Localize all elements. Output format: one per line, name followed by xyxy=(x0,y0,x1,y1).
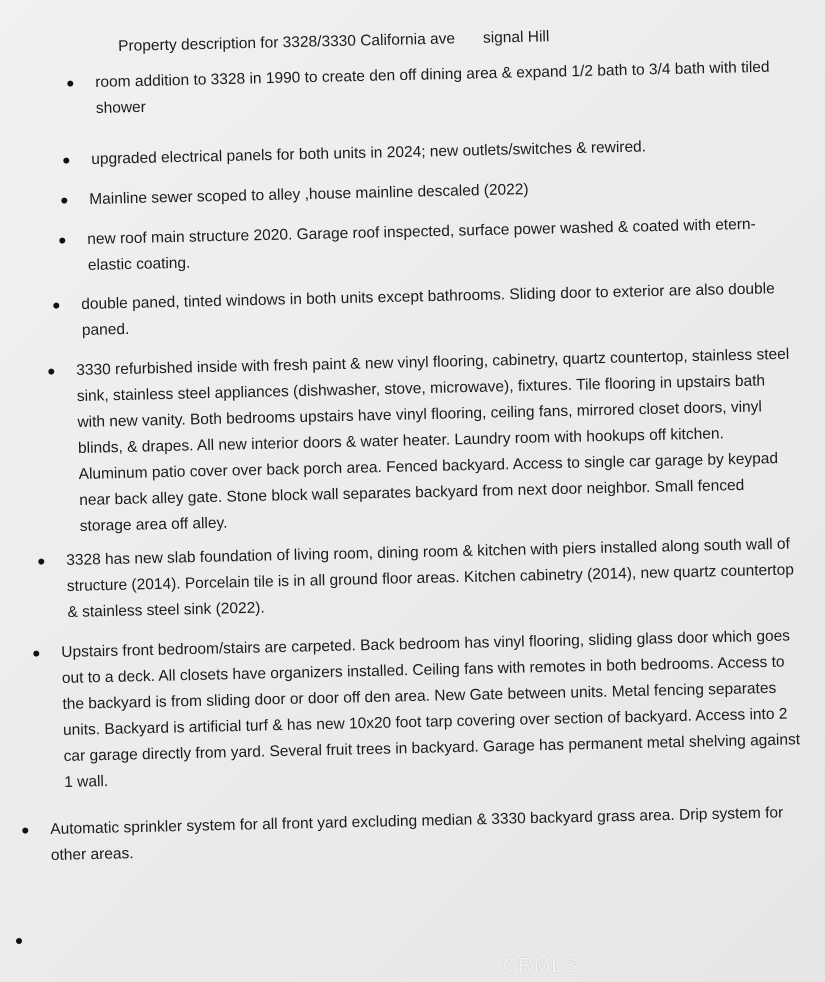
list-item-text: Automatic sprinkler system for all front yard excluding median & 3330 backyard grass area. Drip system for other areas. xyxy=(50,804,784,864)
bullet-icon xyxy=(22,827,28,833)
list-item-text: Mainline sewer scoped to alley ,house mainline descaled (2022) xyxy=(89,181,529,208)
bullet-icon xyxy=(53,302,59,308)
list-item xyxy=(89,171,789,213)
bullet-icon xyxy=(48,368,54,374)
watermark: CRMLS xyxy=(503,955,579,977)
list-item xyxy=(81,276,787,344)
list-item-text: room addition to 3328 in 1990 to create den off dining area & expand 1/2 bath to 3/4 bath with tiled shower xyxy=(95,58,770,117)
list-item-text: 3328 has new slab foundation of living room, dining room & kitchen with piers installed along south wall of structure (2014). Porcelain tile is in all ground floor areas. Kitchen cabinetry (2014), new quartz countertop & stainless steel sink (2022). xyxy=(66,535,795,621)
bullet-icon xyxy=(59,237,65,243)
list-item xyxy=(91,131,791,173)
list-item xyxy=(66,531,808,626)
list-item-text: 3330 refurbished inside with fresh paint & new vinyl flooring, cabinetry, quartz countertop, stainless steel sink, stainless steel appliances (dishwasher, stove, microwave), fixtures. Tile flooring in upstairs bath with new vanity. Both bedrooms upstairs have vinyl flooring, ceiling fans, mirrored closet doors, vinyl blinds, & drapes. All new interior doors & water heater. Laundry room with hookups off kitchen. Aluminum patio cover over back porch area. Fenced backyard. Access to single car garage by keypad near back alley gate. Stone block wall separates backyard from next door neighbor. Small fenced storage area off alley. xyxy=(76,345,790,535)
list-item xyxy=(87,212,768,279)
list-item-text: Upstairs front bedroom/stairs are carpeted. Back bedroom has vinyl flooring, sliding glass door which goes out to a deck. All closets have organizers installed. Ceiling fans with remotes in both bedrooms. Access to the backyard is from sliding door or door off den area. New Gate between units. Metal fencing separates units. Backyard is artificial turf & has new 10x20 foot tarp covering over section of backyard. Access into 2 car garage directly from yard. Several fruit trees in backyard. Garage has permanent metal shelving against 1 wall. xyxy=(61,627,801,791)
bullet-icon xyxy=(16,938,22,944)
title-main: Property description for 3328/3330 California ave xyxy=(118,30,456,55)
list-item-text: double paned, tinted windows in both units except bathrooms. Sliding door to exterior are also double paned. xyxy=(81,280,775,339)
list-item-text: new roof main structure 2020. Garage roof inspected, surface power washed & coated with etern-elastic coating. xyxy=(87,215,756,274)
bullet-icon xyxy=(33,650,39,656)
list-item xyxy=(61,623,809,796)
bullet-icon xyxy=(67,80,73,86)
document-title xyxy=(118,28,550,56)
list-item xyxy=(95,54,786,122)
list-item xyxy=(50,800,811,869)
bullet-icon xyxy=(63,157,69,163)
title-city: signal Hill xyxy=(482,28,550,47)
bullet-icon xyxy=(38,558,44,564)
list-item xyxy=(76,342,795,540)
bullet-icon xyxy=(61,197,67,203)
list-item-text: upgraded electrical panels for both units in 2024; new outlets/switches & rewired. xyxy=(91,138,647,168)
